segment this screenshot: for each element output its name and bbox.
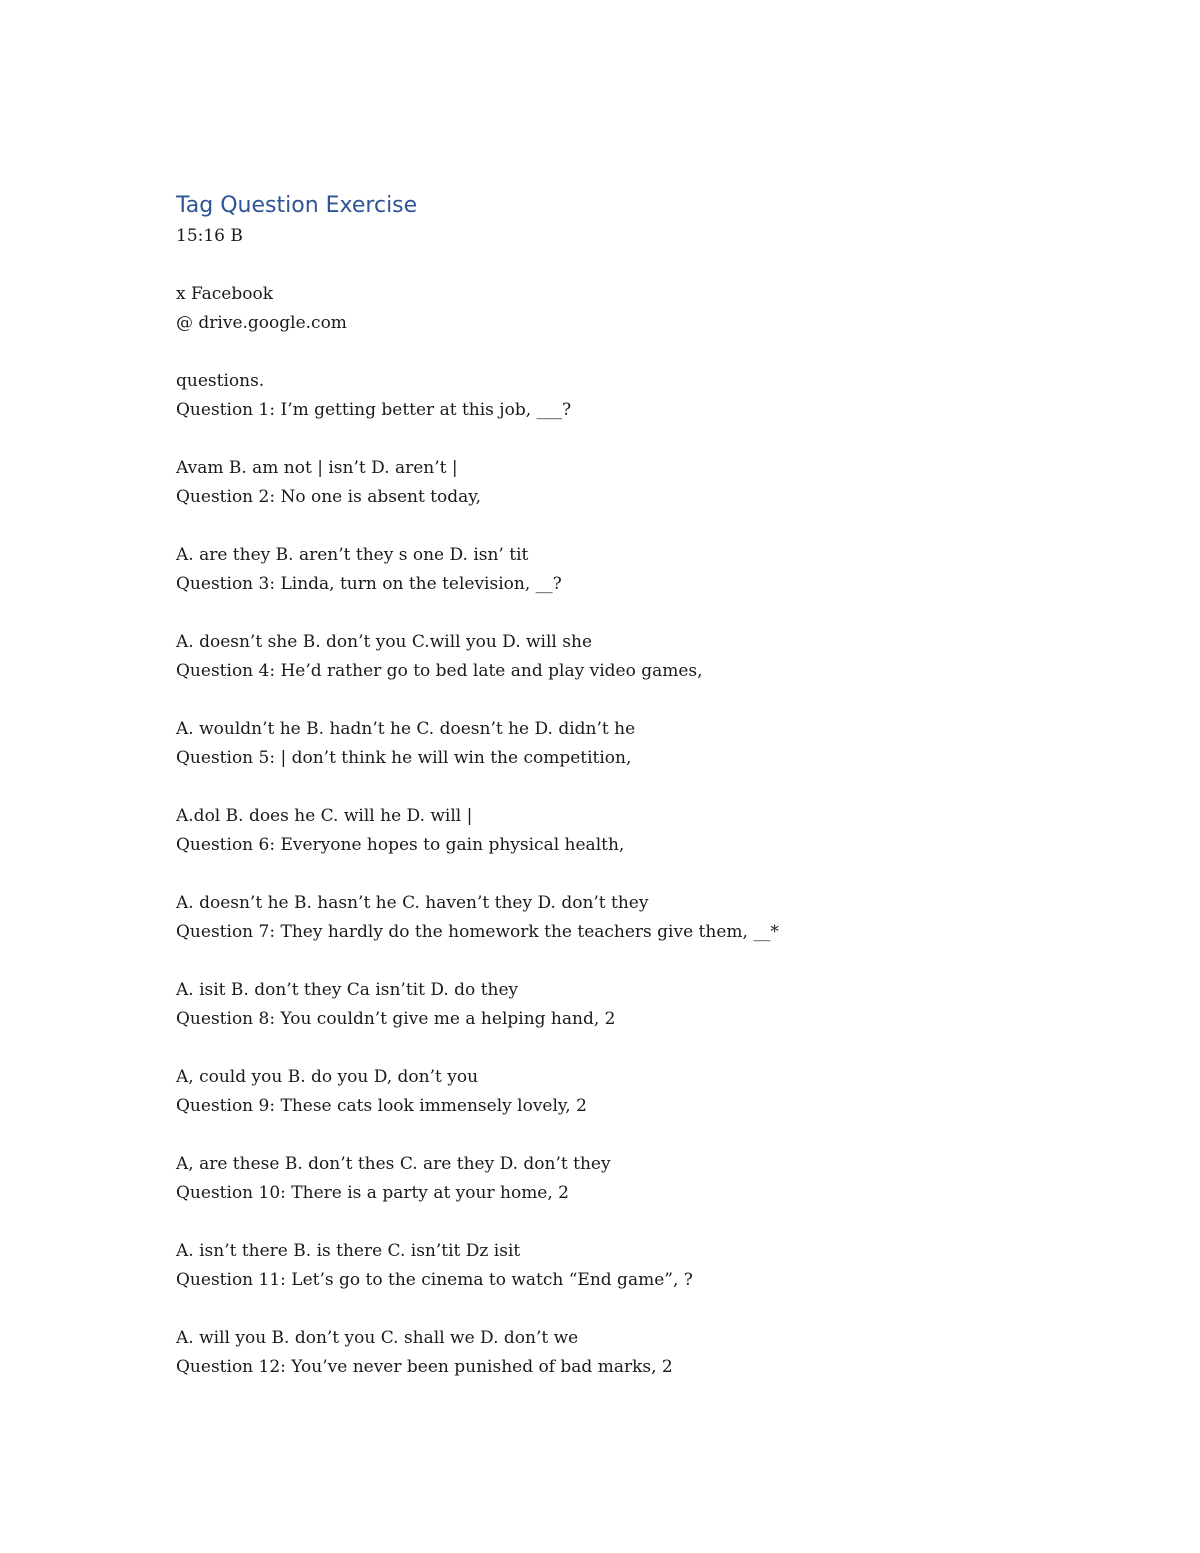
- options-11: A. will you B. don’t you C. shall we D. don’t we: [176, 1328, 579, 1348]
- options-10: A. isn’t there B. is there C. isn’tit Dz isit: [176, 1241, 521, 1261]
- spacer: [176, 1208, 1076, 1237]
- question-11: Question 11: Let’s go to the cinema to watch “End game”, ?: [176, 1270, 693, 1290]
- spacer: [176, 860, 1076, 889]
- document-title: Tag Question Exercise: [176, 193, 418, 218]
- facebook-line: x Facebook: [176, 284, 274, 304]
- spacer: [176, 425, 1076, 454]
- options-2: A. are they B. aren’t they s one D. isn’ tit: [176, 545, 529, 565]
- question-1: Question 1: I’m getting better at this job, ___?: [176, 400, 572, 420]
- spacer: [176, 338, 1076, 367]
- spacer: [176, 686, 1076, 715]
- spacer: [176, 251, 1076, 280]
- spacer: [176, 1034, 1076, 1063]
- options-1: Avam B. am not | isn’t D. aren’t |: [176, 458, 458, 478]
- question-5: Question 5: | don’t think he will win the competition,: [176, 748, 632, 768]
- meta-line: 15:16 B: [176, 226, 243, 246]
- spacer: [176, 599, 1076, 628]
- spacer: [176, 1295, 1076, 1324]
- question-8: Question 8: You couldn’t give me a helping hand, 2: [176, 1009, 616, 1029]
- options-5: A.dol B. does he C. will he D. will |: [176, 806, 473, 826]
- options-8: A, could you B. do you D, don’t you: [176, 1067, 479, 1087]
- spacer: [176, 947, 1076, 976]
- spacer: [176, 512, 1076, 541]
- options-7: A. isit B. don’t they Ca isn’tit D. do they: [176, 980, 519, 1000]
- question-12: Question 12: You’ve never been punished of bad marks, 2: [176, 1357, 673, 1377]
- question-3: Question 3: Linda, turn on the television, __?: [176, 574, 562, 594]
- question-7: Question 7: They hardly do the homework the teachers give them, __*: [176, 922, 779, 942]
- spacer: [176, 1121, 1076, 1150]
- question-2: Question 2: No one is absent today,: [176, 487, 482, 507]
- options-4: A. wouldn’t he B. hadn’t he C. doesn’t he D. didn’t he: [176, 719, 636, 739]
- question-4: Question 4: He’d rather go to bed late and play video games,: [176, 661, 703, 681]
- spacer: [176, 773, 1076, 802]
- drive-line: @ drive.google.com: [176, 313, 347, 333]
- question-6: Question 6: Everyone hopes to gain physical health,: [176, 835, 625, 855]
- options-3: A. doesn’t she B. don’t you C.will you D. will she: [176, 632, 593, 652]
- options-6: A. doesn’t he B. hasn’t he C. haven’t they D. don’t they: [176, 893, 649, 913]
- question-9: Question 9: These cats look immensely lovely, 2: [176, 1096, 587, 1116]
- question-10: Question 10: There is a party at your home, 2: [176, 1183, 569, 1203]
- intro-line: questions.: [176, 371, 265, 391]
- document-page: [176, 190, 1076, 1382]
- options-9: A, are these B. don’t thes C. are they D. don’t they: [176, 1154, 611, 1174]
